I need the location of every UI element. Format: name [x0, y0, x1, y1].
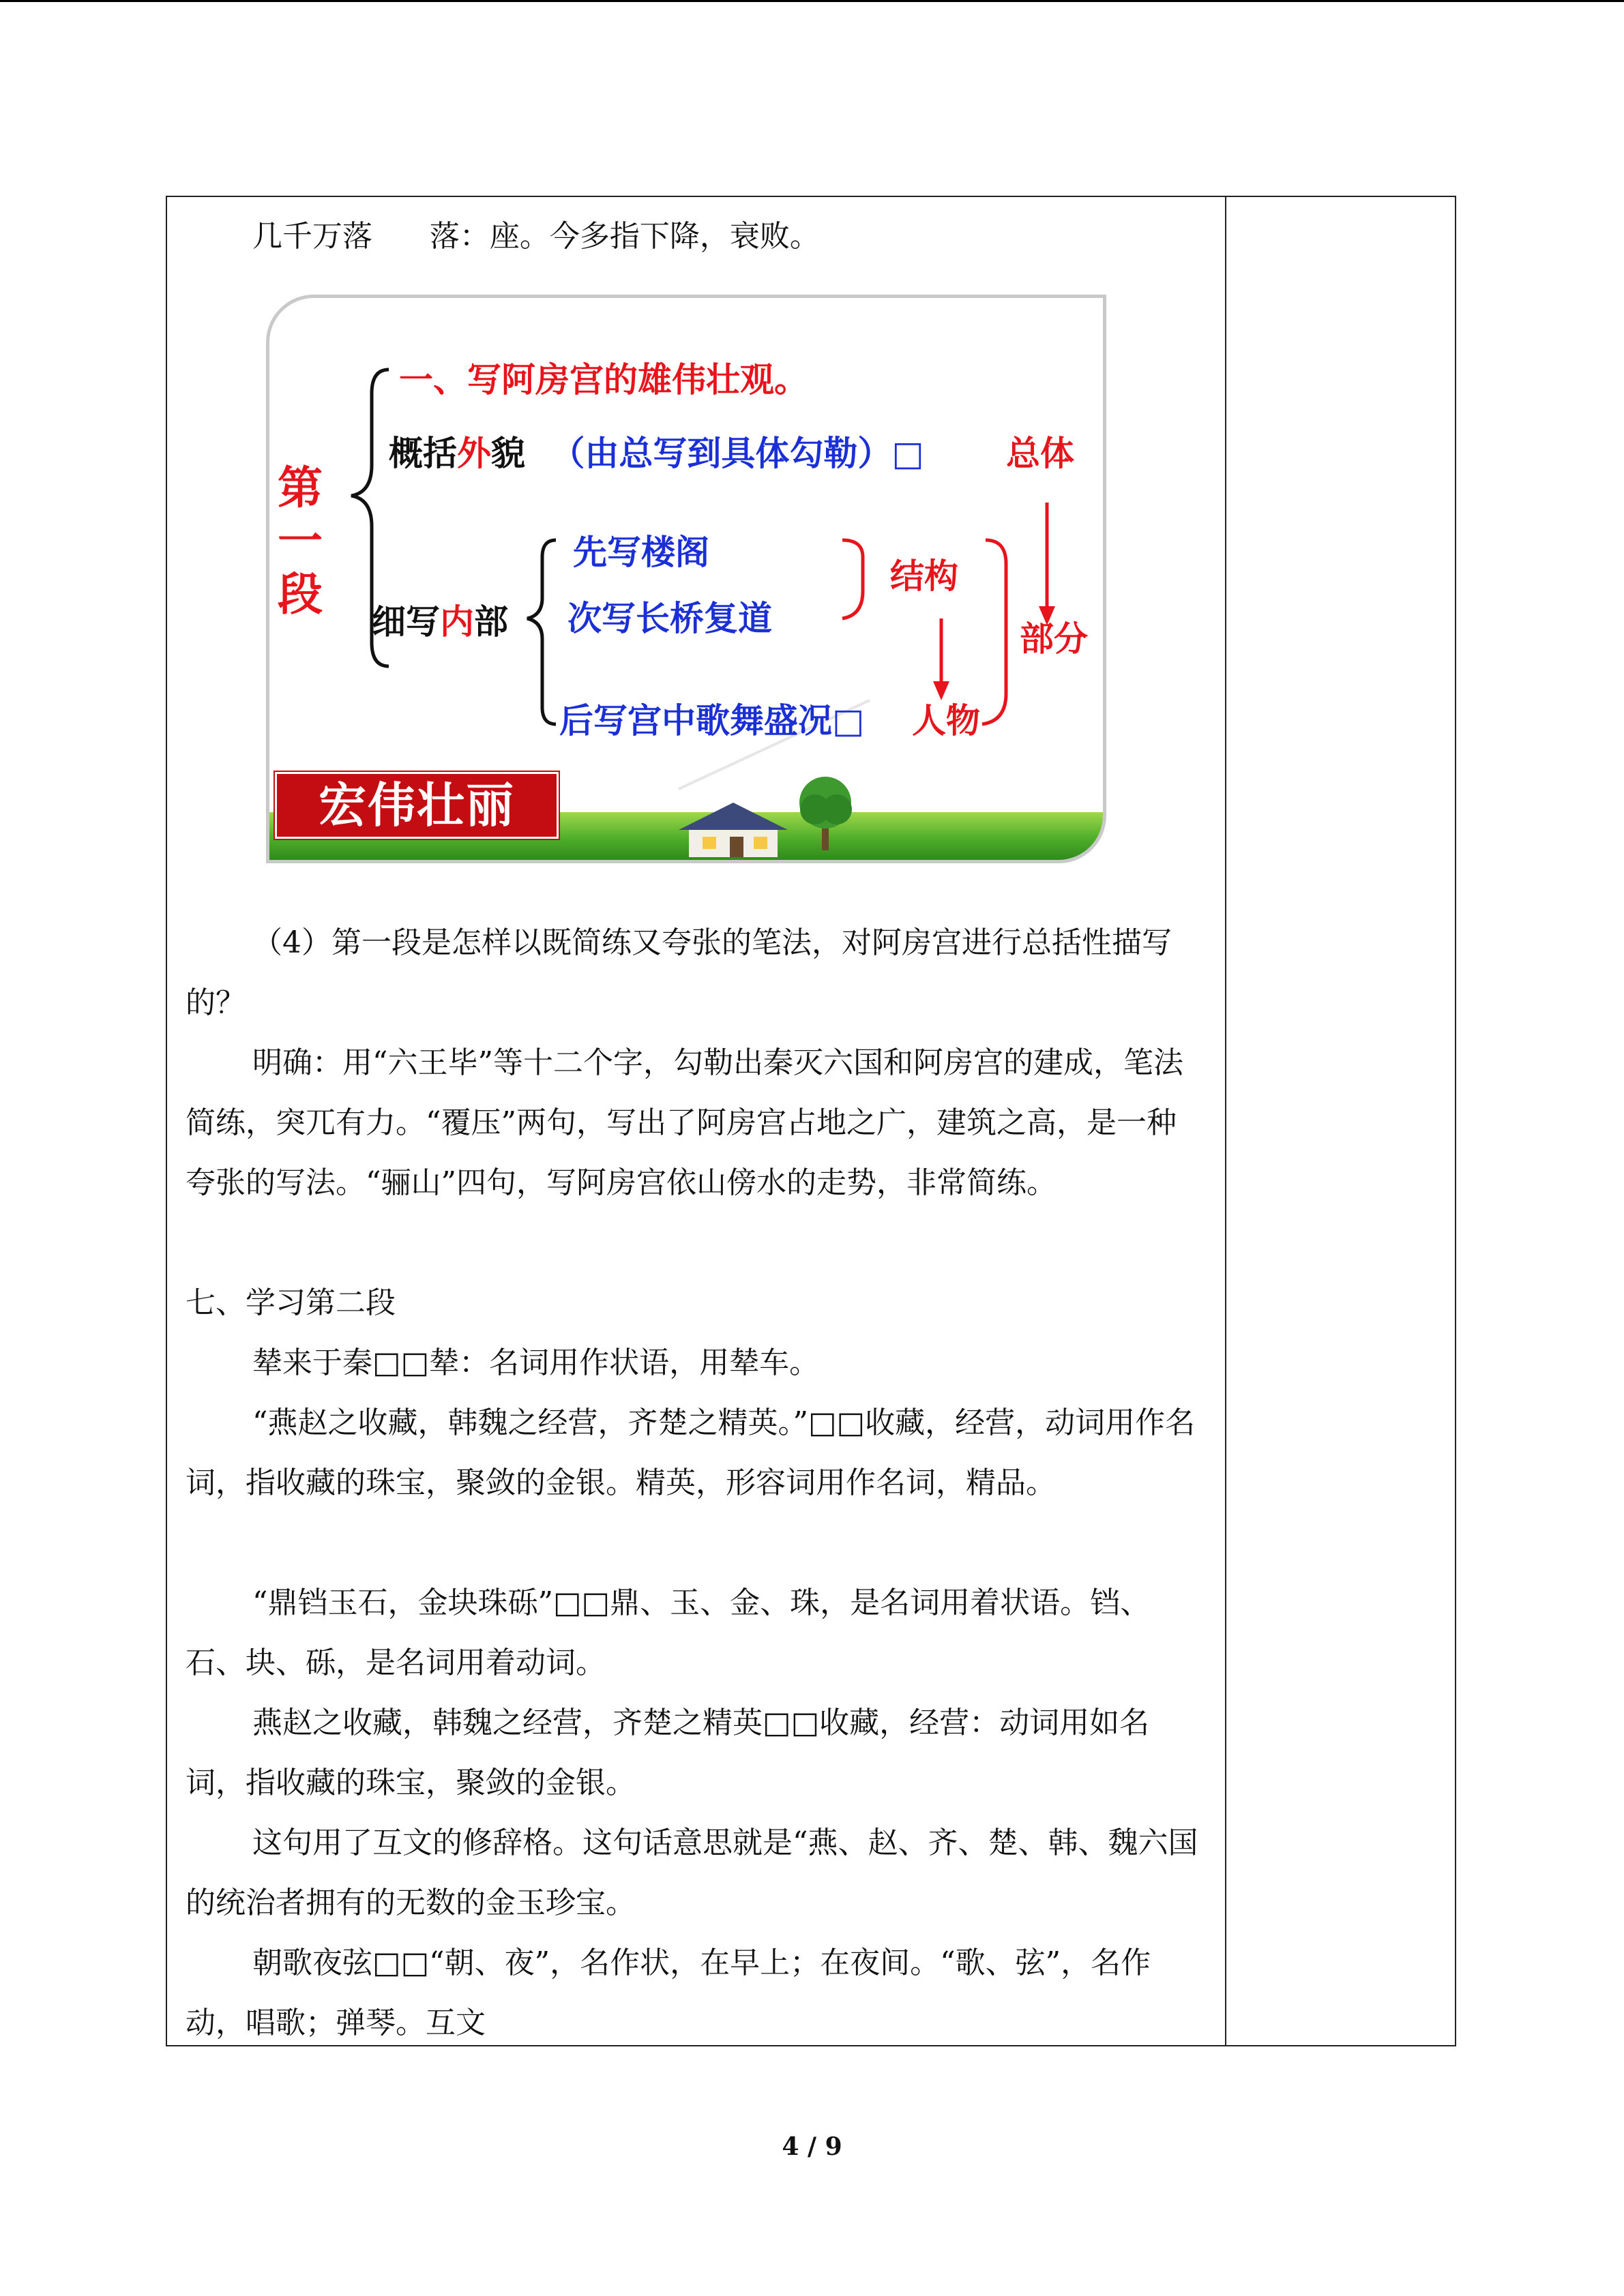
- detail-line: [372, 595, 508, 644]
- summary-line: [389, 426, 924, 475]
- paragraph-question: （4）第一段是怎样以既简练又夸张的笔法，对阿房宫进行总括性描写的？: [186, 925, 1172, 1020]
- section-heading: 七、学习第二段: [186, 1285, 396, 1320]
- summary-key: 外: [457, 434, 491, 473]
- people-label: 人物: [912, 701, 980, 741]
- paragraph-note-2: “燕赵之收藏，韩魏之经营，齐楚之精英。”□□收藏，经营，动词用作名词，指收藏的珠宝，聚敛的金银。精英，形容词用作名词，精品。: [186, 1405, 1196, 1500]
- item-1: 先写楼阁: [573, 533, 709, 572]
- detail-suffix: 部: [474, 602, 508, 642]
- paragraph-note-5: 这句用了互文的修辞格。这句话意思就是“燕、赵、齐、楚、韩、魏六国的统治者拥有的无数的金玉珍宝。: [186, 1825, 1198, 1920]
- house-icon: [665, 799, 801, 861]
- summary-suffix: 貌: [491, 434, 525, 473]
- top-rule: [0, 0, 1624, 2]
- column-divider: [1225, 197, 1226, 2045]
- item-3: 后写宫中歌舞盛况□: [559, 701, 865, 741]
- detail-key: 内: [440, 602, 474, 642]
- slide-heading: 一、写阿房宫的雄伟壮观。: [399, 360, 808, 400]
- paragraph-answer: 明确：用“六王毕”等十二个字，勾勒出秦灭六国和阿房宫的建成，笔法简练，突兀有力。“覆压”两句，写出了阿房宫占地之广，建筑之高，是一种夸张的写法。“骊山”四句，写阿房宫依山傍水的走势，非常简练。: [186, 1045, 1183, 1200]
- paragraph-note-1: 辇来于秦□□辇：名词用作状语，用辇车。: [252, 1345, 820, 1380]
- tree-icon: [795, 772, 856, 854]
- paragraph-note-4: 燕赵之收藏，韩魏之经营，齐楚之精英□□收藏，经营：动词用如名词，指收藏的珠宝，聚敛的金银。: [186, 1705, 1150, 1800]
- paragraph-note-6: 朝歌夜弦□□“朝、夜”，名作状，在早上；在夜间。“歌、弦”，名作动，唱歌；弹琴。互文: [186, 1945, 1151, 2040]
- vertical-title-char: 第: [278, 462, 323, 514]
- summary-prefix: 概括: [389, 434, 457, 473]
- detail-prefix: 细写: [372, 602, 440, 642]
- vertical-title-char: 段: [278, 568, 323, 621]
- banner-hongwei: 宏伟壮丽: [275, 772, 559, 839]
- content-table: [166, 196, 1456, 2046]
- item-2: 次写长桥复道: [567, 599, 772, 638]
- page-number: 4 / 9: [782, 2132, 842, 2161]
- first-line: 几千万落 落：座。今多指下降，衰败。: [252, 219, 820, 254]
- vertical-title-char: 一: [278, 515, 323, 567]
- slide-diagram: [266, 295, 1106, 863]
- structure-label: 结构: [890, 556, 958, 596]
- overall-label: 总体: [1006, 434, 1074, 473]
- part-label: 部分: [1020, 619, 1088, 659]
- paragraph-note-3: “鼎铛玉石，金块珠砾”□□鼎、玉、金、珠，是名词用着状语。铛、石、块、砾，是名词用着动词。: [186, 1585, 1151, 1680]
- main-column: [167, 197, 1225, 2045]
- summary-method: （由总写到具体勾勒）□: [550, 434, 924, 473]
